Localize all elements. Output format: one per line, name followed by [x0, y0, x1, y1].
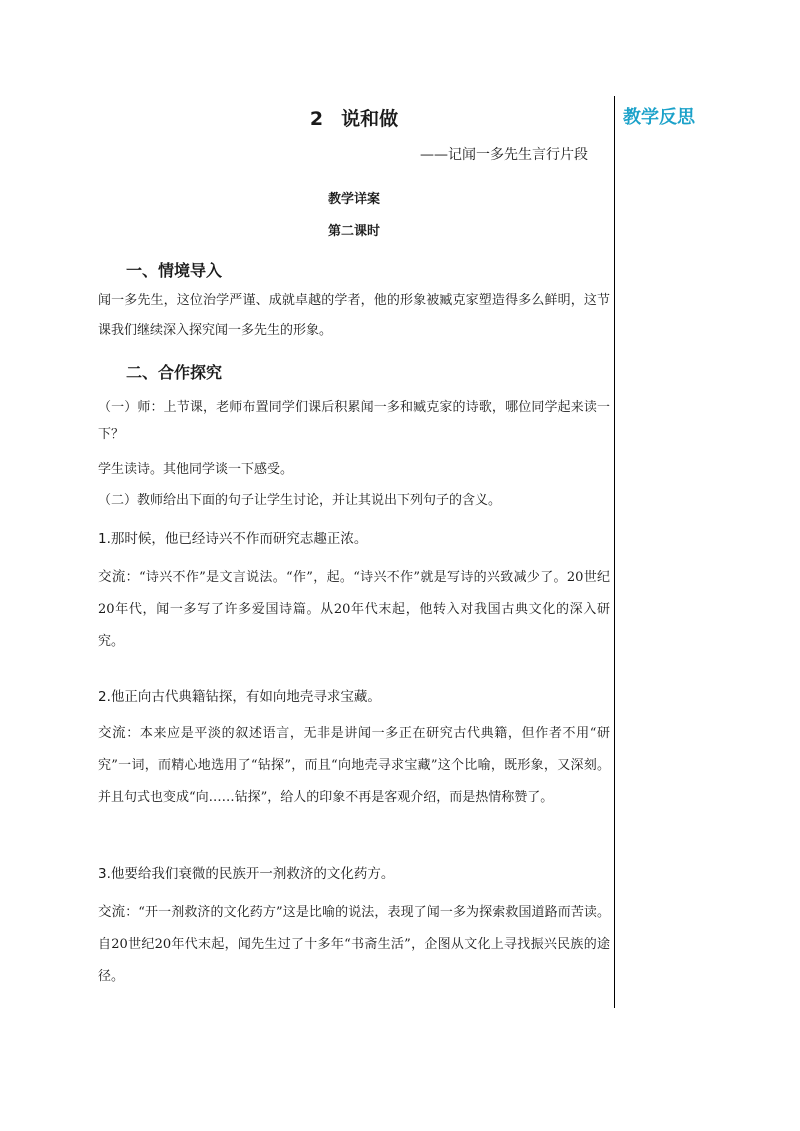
part2-paragraph: （二）教师给出下面的句子让学生讨论，并让其说出下列句子的含义。 [98, 493, 502, 508]
lesson-subtitle: ——记闻一多先生言行片段 [420, 147, 588, 163]
answer-2-text: ：本来应是平淡的叙述语言，无非是讲闻一多正在研究古代典籍，但作者不用“研究”一词，而精心地选用了“钻探”，而且“向地壳寻求宝藏”这个比喻，既形象，又深刻。并且句式也变成“向……钻探”，给人的印象不再是客观介绍，而是热情称赞了。 [98, 726, 610, 805]
lesson-title-text: 说和做 [341, 108, 399, 130]
answer-1-label: 交流 [98, 569, 126, 585]
answer-3-label: 交流 [98, 904, 126, 920]
question-3: 3.他要给我们衰微的民族开一剂救济的文化药方。 [98, 866, 395, 882]
question-2: 2.他正向古代典籍钻探，有如向地壳寻求宝藏。 [98, 689, 381, 705]
answer-3 [98, 896, 610, 993]
lesson-plan-body [98, 100, 611, 984]
answer-1 [98, 561, 610, 658]
part1-paragraph: （一）师：上节课，老师布置同学们课后积累闻一多和臧克家的诗歌，哪位同学起来读一下？ [98, 400, 610, 442]
lesson-period-label: 第二课时 [327, 224, 380, 239]
part1-student-note: 学生读诗。其他同学谈一下感受。 [98, 462, 294, 477]
lesson-number: 2 [309, 108, 324, 130]
intro-paragraph: 闻一多先生，这位治学严谨、成就卓越的学者，他的形象被臧克家塑造得多么鲜明，这节课我们继续深入探究闻一多先生的形象。 [98, 293, 610, 338]
question-1: 1.那时候，他已经诗兴不作而研究志趣正浓。 [98, 531, 368, 547]
margin-divider-line [614, 96, 615, 1008]
plan-label: 教学详案 [327, 192, 380, 207]
answer-3-text: ：“开一剂救济的文化药方”这是比喻的说法，表现了闻一多为探索救国道路而苦读。自20世纪20年代末起，闻先生过了十多年“书斋生活”，企图从文化上寻找振兴民族的途径。 [98, 905, 611, 984]
lesson-title [98, 104, 610, 134]
reflection-column-title: 教学反思 [623, 107, 695, 128]
answer-1-text: ：“诗兴不作”是文言说法。“作”，起。“诗兴不作”就是写诗的兴致减少了。20世纪20年代，闻一多写了许多爱国诗篇。从20年代末起，他转入对我国古典文化的深入研究。 [98, 570, 611, 649]
section-heading-explore: 二、合作探究 [126, 363, 223, 382]
answer-2 [98, 717, 610, 814]
answer-2-label: 交流 [98, 725, 127, 741]
section-heading-intro: 一、情境导入 [126, 261, 223, 280]
